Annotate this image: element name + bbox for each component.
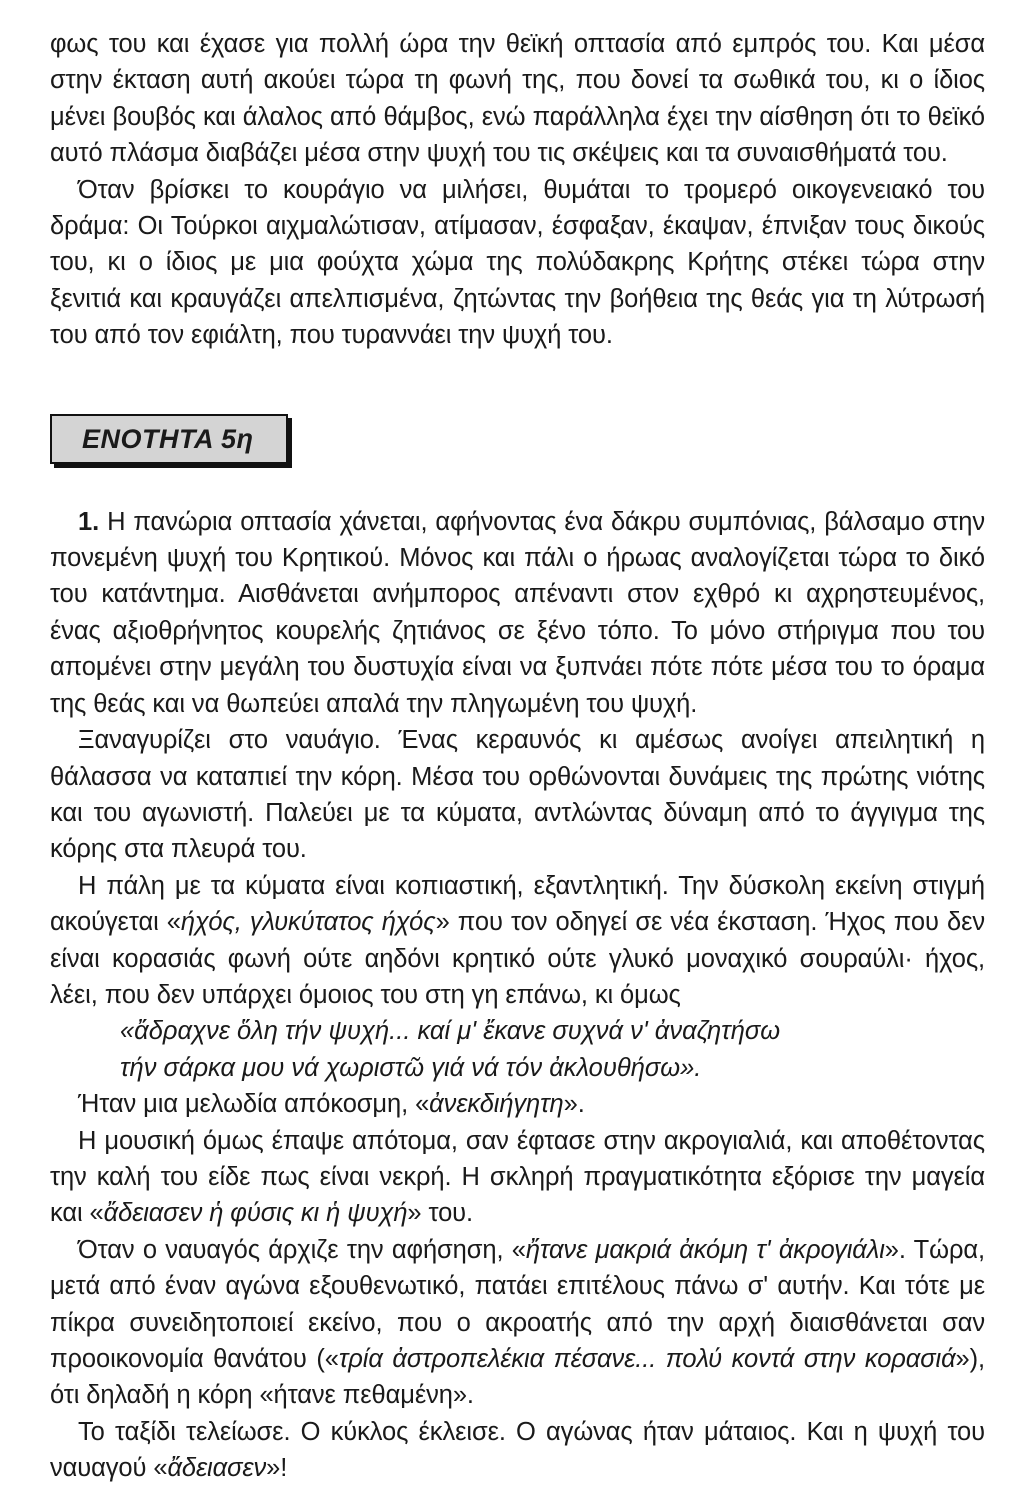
verse-quote-line-2: τήν σάρκα μου νά χωριστῶ γιά νά τόν ἀκλουθήσω».	[120, 1053, 702, 1082]
body-paragraph-2: Ξαναγυρίζει στο ναυάγιο. Ένας κεραυνός κι αμέσως ανοίγει απειλητική η θάλασσα να καταπιεί την κόρη. Μέσα του ορθώνονται δυνάμεις της πρώτης νιότης και του αγωνιστή. Παλεύει με τα κύματα, αντλώντας δύναμη από το άγγιγμα της κόρης στα πλευρά του.	[50, 726, 985, 864]
text-run: Η μουσική όμως έπαψε απότομα, σαν έφτασε στην ακρογιαλιά, και αποθέτοντας την καλή του είδε πως είναι νεκρή. Η σκληρή πραγματικότητα εξόρισε την μαγεία και «	[50, 1126, 985, 1228]
quoted-phrase: ἄδειασεν	[167, 1454, 267, 1483]
text-run: Το ταξίδι τελείωσε. Ο κύκλος έκλεισε. Ο αγώνας ήταν μάταιος. Και η ψυχή του ναυαγού «	[50, 1417, 985, 1483]
text-run: ».	[563, 1090, 585, 1119]
intro-paragraph-2: Όταν βρίσκει το κουράγιο να μιλήσει, θυμάται το τρομερό οικογενειακό του δράμα: Οι Τούρκοι αιχμαλώτισαν, ατίμασαν, έσφαξαν, έκαψαν, έπνιξαν τους δικούς του, κι ο ίδιος με μια φούχτα χώμα της πολύδακρης Κρήτης στέκει τώρα στην ξενιτιά και κραυγάζει απελπισμένα, ζητώντας την βοήθεια της θεάς για τη λύτρωσή του από τον εφιάλτη, που τυραννάει την ψυχή του.	[50, 175, 985, 350]
text-run: Όταν ο ναυαγός άρχιζε την αφήσηση, «	[78, 1235, 526, 1264]
quoted-phrase: ἀνεκδιήγητη	[429, 1090, 564, 1119]
body-paragraph-5	[50, 1123, 985, 1232]
quoted-phrase: τρία ἀστροπελέκια πέσανε... πολύ κοντά στην κορασιά	[338, 1345, 956, 1373]
text-run: » του.	[407, 1199, 473, 1228]
text-run: Ήταν μια μελωδία απόκοσμη, «	[78, 1090, 430, 1119]
paragraph-number: 1.	[78, 507, 100, 536]
section-title: ΕΝΟΤΗΤΑ 5η	[82, 423, 254, 454]
verse-quote-line-1: «ἄδραχνε ὅλη τήν ψυχή... καί μ' ἔκανε συχνά ν' ἀναζητήσω	[120, 1017, 781, 1046]
body-paragraph-6	[50, 1232, 985, 1414]
section-heading-box	[50, 414, 288, 464]
body-paragraph-1-text: Η πανώρια οπτασία χάνεται, αφήνοντας ένα δάκρυ συμπόνιας, βάλσαμο στην πονεμένη ψυχή του Κρητικού. Μόνος και πάλι ο ήρωας αναλογίζεται τώρα το δικό του κατάντημα. Αισθάνεται ανήμπορος απέναντι στον εχθρό κι αχρηστευμένος, ένας αξιοθρήνητος κουρελής ζητιάνος σε ξένο τόπο. Το μόνο στήριγμα που του απομένει στην μεγάλη του δυστυχία είναι να ξυπνάει πότε πότε μέσα του το όραμα της θεάς και να θωπεύει απαλά την πληγωμένη του ψυχή.	[50, 507, 985, 718]
text-run: »), ότι δηλαδή η κόρη «ήτανε πεθαμένη».	[50, 1345, 985, 1410]
text-run: »!	[266, 1454, 288, 1483]
body-paragraph-3	[50, 868, 985, 1014]
intro-paragraph-1: φως του και έχασε για πολλή ώρα την θεϊκή οπτασία από εμπρός του. Και μέσα στην έκταση αυτή ακούει τώρα τη φωνή της, που δονεί τα σωθικά του, κι ο ίδιος μένει βουβός και άλαλος από θάμβος, ενώ παράλληλα έχει την αίσθηση ότι το θεϊκό αυτό πλάσμα διαβάζει μέσα στην ψυχή του τις σκέψεις και τα συναισθήματά του.	[50, 30, 985, 168]
document-page	[50, 26, 985, 1487]
body-paragraph-1	[50, 504, 985, 722]
quoted-phrase: ἤτανε μακριά ἀκόμη τ' ἀκρογιάλι	[525, 1235, 885, 1264]
text-run: Η πάλη με τα κύματα είναι κοπιαστική, εξαντλητική. Την δύσκολη εκείνη στιγμή ακούγεται «	[50, 871, 985, 937]
body-paragraph-4	[50, 1086, 985, 1122]
body-paragraph-7	[50, 1414, 985, 1487]
quoted-phrase: ήχός, γλυκύτατος ήχός	[180, 908, 436, 937]
quoted-phrase: ἄδειασεν ἡ φύσις κι ἡ ψυχή	[103, 1199, 408, 1228]
text-run: ». Τώρα, μετά από έναν αγώνα εξουθενωτικό, πατάει επιτέλους πάνω σ' αυτήν. Και τότε με πίκρα συνειδητοποιεί εκείνο, που ο ακροατής από την αρχή διαισθάνεται σαν προοικονομία θανάτου («	[50, 1235, 985, 1373]
text-run: » που τον οδηγεί σε νέα έκσταση. Ήχος που δεν είναι κορασιάς φωνή ούτε αηδόνι κρητικό ούτε γλυκό μοναχικό σουραύλι· ήχος, λέει, που δεν υπάρχει όμοιος του στη γη επάνω, κι όμως	[50, 908, 985, 1009]
